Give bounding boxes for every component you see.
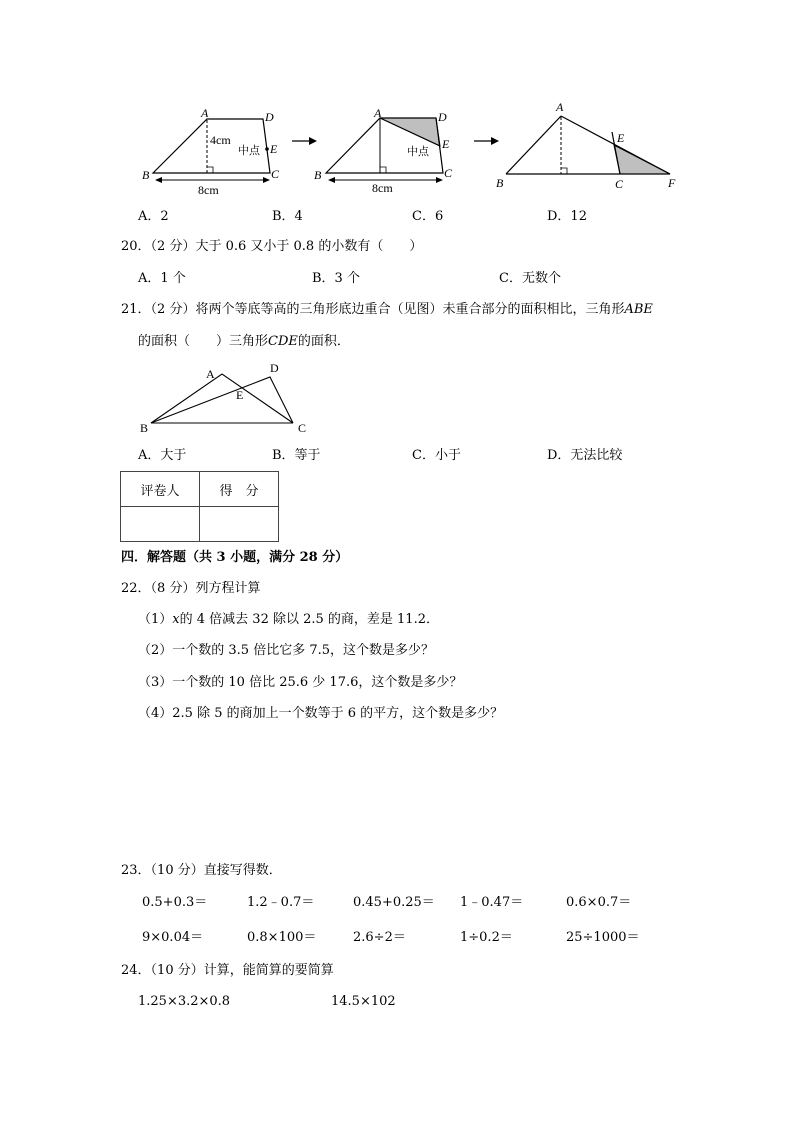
q22-p1-x: x — [172, 612, 180, 627]
q21-option-c[interactable]: C．小于 — [412, 448, 461, 463]
fig3-label-B: B — [496, 176, 504, 190]
q20-option-a[interactable]: A．1 个 — [138, 271, 186, 286]
q19-option-a[interactable]: A．2 — [138, 209, 169, 224]
q24-expr-1: 1.25×3.2×0.8 — [138, 994, 231, 1009]
fig1-base-label: 8cm — [198, 183, 219, 197]
q21-abe: ABE — [624, 302, 653, 317]
q21-option-a[interactable]: A．大于 — [138, 448, 187, 463]
fig1-midpoint-label: 中点 — [238, 144, 260, 157]
q21-option-d[interactable]: D．无法比较 — [547, 448, 623, 463]
fig1-label-B: B — [142, 168, 150, 182]
q21-label-E: E — [236, 388, 244, 402]
fig3-label-A: A — [556, 100, 564, 114]
fig3-label-F: F — [668, 176, 676, 190]
q23-r1-c3: 0.45+0.25＝ — [353, 895, 435, 910]
score-table — [120, 471, 279, 542]
fig1-label-A: A — [201, 106, 209, 120]
q22-part-3: （3）一个数的 10 倍比 25.6 少 17.6，这个数是多少？ — [138, 675, 463, 690]
fig1-label-C: C — [271, 167, 280, 181]
q23-stem: 23．（10 分）直接写得数． — [121, 863, 282, 878]
fig3-label-E: E — [617, 131, 625, 145]
q21-stem-text-b: 的面积． — [297, 334, 350, 349]
fig2-label-E: E — [442, 137, 450, 151]
q21-stem-text-a: 的面积（ ）三角形 — [138, 334, 269, 349]
score-cell[interactable] — [200, 507, 279, 542]
fig2-label-C: C — [444, 166, 453, 180]
q23-r1-c1: 0.5+0.3＝ — [142, 895, 208, 910]
q22-part-4: （4）2.5 除 5 的商加上一个数等于 6 的平方，这个数是多少？ — [138, 706, 504, 721]
q19-option-c[interactable]: C．6 — [412, 209, 444, 224]
q21-label-C: C — [298, 421, 307, 435]
q23-r1-c4: 1﹣0.47＝ — [460, 895, 524, 910]
q23-r2-c1: 9×0.04＝ — [142, 930, 204, 945]
fig2-label-A: A — [374, 106, 382, 120]
q21-label-A: A — [206, 367, 215, 381]
q21-label-B: B — [140, 421, 149, 435]
q22-stem: 22．（8 分）列方程计算 — [121, 581, 261, 596]
reviewer-cell[interactable] — [121, 507, 200, 542]
fig1-label-D: D — [265, 110, 274, 124]
q21-option-b[interactable]: B．等于 — [272, 448, 321, 463]
reviewer-header: 评卷人 — [121, 472, 200, 507]
fig2-midpoint-label: 中点 — [407, 145, 429, 158]
q21-figure — [0, 0, 794, 450]
q21-cde: CDE — [268, 334, 298, 349]
section-4-heading: 四．解答题（共 3 小题，满分 28 分） — [121, 550, 349, 565]
q22-p1-index: （1） — [138, 612, 173, 627]
fig1-height-label: 4cm — [210, 133, 231, 147]
q22-part-2: （2）一个数的 3.5 倍比它多 7.5，这个数是多少？ — [138, 643, 435, 658]
q22-part-1 — [138, 613, 439, 626]
fig2-base-label: 8cm — [372, 181, 393, 195]
q23-r1-c5: 0.6×0.7＝ — [566, 895, 632, 910]
q21-label-D: D — [270, 361, 279, 375]
q24-stem: 24．（10 分）计算，能简算的要简算 — [121, 963, 334, 978]
fig3-label-C: C — [615, 177, 624, 191]
fig1-label-E: E — [270, 142, 278, 156]
q21-stem-text: 21．（2 分）将两个等底等高的三角形底边重合（见图）未重合部分的面积相比，三角形 — [121, 302, 625, 317]
q23-r1-c2: 1.2﹣0.7＝ — [247, 895, 315, 910]
q23-r2-c4: 1÷0.2＝ — [460, 930, 513, 945]
fig2-label-D: D — [438, 110, 447, 124]
q23-r2-c3: 2.6÷2＝ — [353, 930, 406, 945]
q19-option-d[interactable]: D．12 — [547, 209, 587, 224]
fig2-label-B: B — [314, 168, 322, 182]
q20-option-b[interactable]: B．3 个 — [312, 271, 360, 286]
score-header: 得 分 — [200, 472, 279, 507]
q22-p1-text: 的 4 倍减去 32 除以 2.5 的商，差是 11.2． — [179, 612, 439, 627]
q23-r2-c5: 25÷1000＝ — [566, 930, 640, 945]
q19-option-b[interactable]: B．4 — [272, 209, 303, 224]
q23-r2-c2: 0.8×100＝ — [247, 930, 317, 945]
q20-option-c[interactable]: C．无数个 — [499, 271, 561, 286]
q20-stem: 20．（2 分）大于 0.6 又小于 0.8 的小数有（ ） — [121, 239, 423, 254]
q24-expr-2: 14.5×102 — [331, 994, 396, 1009]
